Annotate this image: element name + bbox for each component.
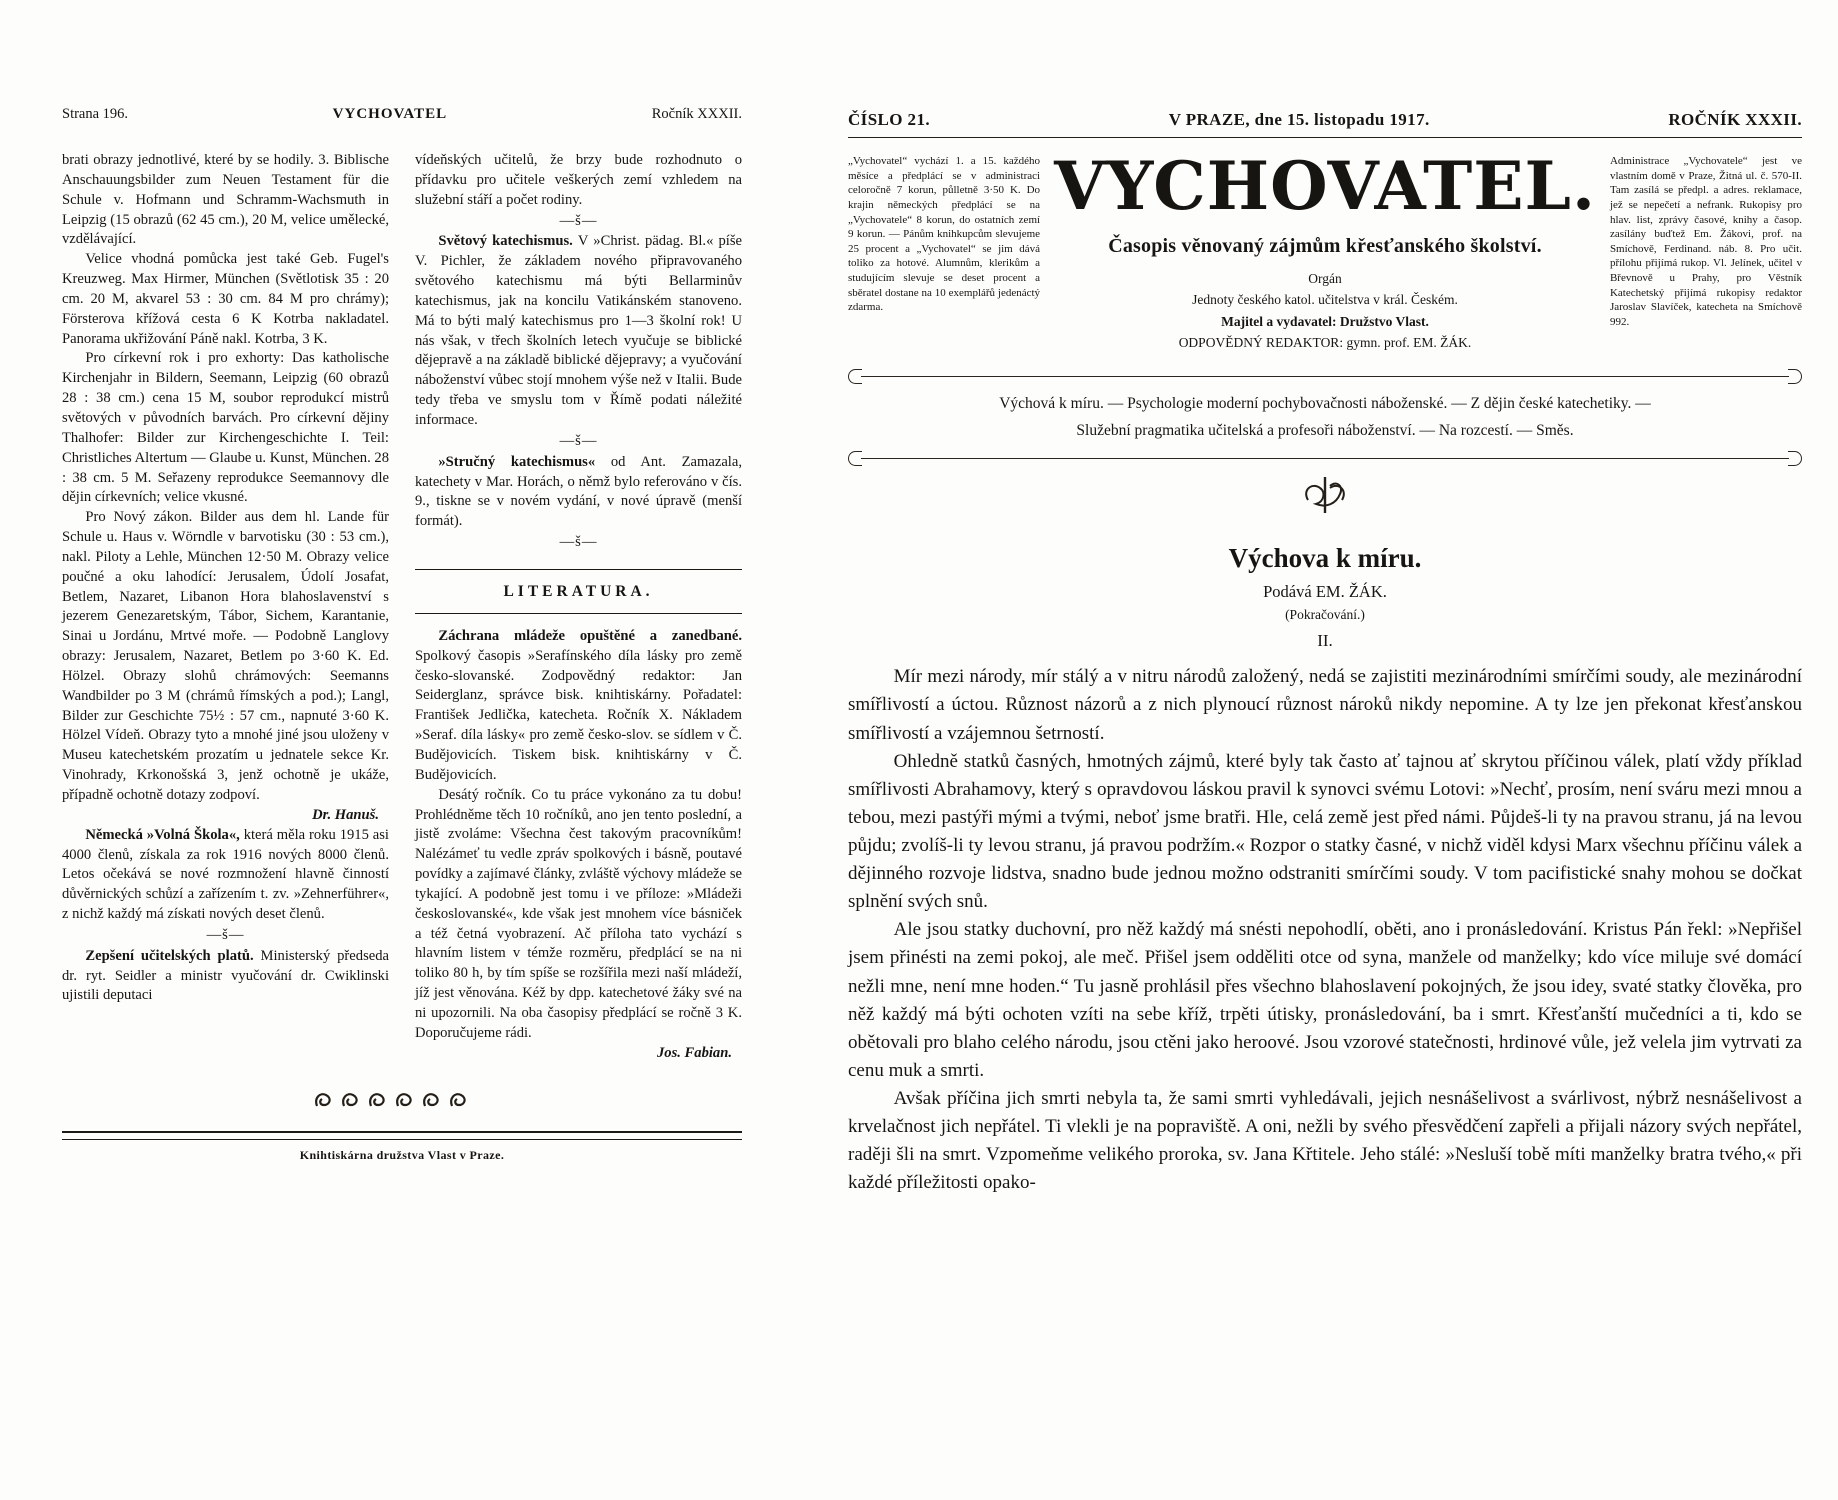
signature: Jos. Fabian. [656,1044,732,1061]
paragraph-lead: Zepšení učitelských platů. [85,947,261,964]
text-columns [62,151,742,1064]
ornament-scrolls-icon [314,1090,490,1112]
section-heading: LITERATURA. [415,569,742,614]
right-page [848,110,1802,1197]
paragraph: Pro Nový zákon. Bilder aus dem hl. Lande für Schule u. Haus v. Wörndle v barvotisku (30 : 53 cm.), nakl. Piloty a Lehle, München 12·50 M. Obrazy velice poučné a oku lahodící: Jerusalem, Údolí Josafat, Betlem, Nazaret, Libanon Hora blahoslavenství s jezerem Genezaretským, Tábor, Sichem, Karantanie, Sinai u Jordánu, Mrtvé moře. — Podobně Langlovy obrazy: Jerusalem, Nazaret, Betlem po 3·60 K. Ed. Hölzel. Obrazy slohů chrámových: Seemanns Wandbilder po 3 M (chrámů římských a pod.); Langl, Bilder zur Geschichte 75½ : 57 cm., napnuté 3·60 K. Hölzel Vídeň. Obrazy tyto a mnohé jiné jsou uloženy v Museu katechetském prozatím u jednatele sekce Kr. Vinohrady, Krkonošská 3, jenž ochotně je ukáže, případně ochotně dotazy zodpoví. [62,509,389,803]
separator: —š— [206,926,245,943]
article-body [848,663,1802,1197]
organ-line: Orgán [1308,270,1342,286]
contents-line: Služební pragmatika učitelská a profesoři náboženství. — Na rozcestí. — Směs. [1076,422,1574,440]
paragraph: Světový katechismus. V »Christ. pädag. Bl.« píše V. Pichler, že základem nového připravovaného světového katechismu má býti Bellarminův katechismus, jak na koncilu Vatikánském stanoveno. Má to býti malý katechismus pro 1—3 školní rok! U nás však, v třech školních letech vyučuje se biblické dějepravě a na základě biblické dějepravy; a vyučování náboženství vůbec stojí mnohem výše než v Italii. Bude tedy třeba ve smyslu tom v Římě podati náležité informace. [415,233,742,428]
separator: —š— [559,212,598,229]
rule-curl-right-icon [1788,451,1802,466]
fleuron-ornament [848,474,1802,521]
paragraph-lead: Německá »Volná Škola«, [85,826,244,843]
imprint: Knihtiskárna družstva Vlast v Praze. [299,1147,505,1162]
paragraph: Velice vhodná pomůcka jest také Geb. Fugel's Kreuzweg. Max Hirmer, München (Světlotisk 35 : 20 cm. 20 M, akvarel 53 : 30 cm. 84 M pro chrámy); Försterova křížová cesta 6 K Kotrba nakladatel. Panorama ukřižování Páně nakl. Kotrba, 3 K. [62,251,389,347]
contents-line: Výchová k míru. — Psychologie moderní pochybovačnosti náboženské. — Z dějin české katechetiky. — [999,395,1651,413]
issue-label: ČÍSLO 21. [848,110,931,129]
separator: —š— [559,432,598,449]
journal-title: VYCHOVATEL. [1054,147,1596,225]
separator: —š— [559,534,598,551]
header-rule [848,137,1802,138]
page-number-label: Strana 196. [62,106,129,122]
paragraph-lead: »Stručný katechismus« [438,453,611,470]
article-title: Výchova k míru. [1228,543,1422,574]
decorative-rule-bottom [848,450,1802,466]
double-rule [62,1131,742,1140]
paragraph: vídeňských učitelů, že brzy bude rozhodnuto o přídavku pro učitele veškerých zemí vzhledem na služební stáří a počet rodiny. [415,152,742,208]
paragraph: Pro církevní rok i pro exhorty: Das katholische Kirchenjahr in Bildern, Seemann, Leipzig (60 obrazů 28 : 38 cm.) cena 15 M, soubor reprodukcí mistrů světových v původních barvách. Pro církevní dějiny Thalhofer: Bilder zur Kirchengeschichte I. Teil: Christliches Altertum — Glaube u. Kunst, München. 28 : 38 cm. 5 M. Seřazeny reprodukce Seemannovy dle dějin církevních; velice vkusné. [62,350,389,506]
volume-label: ROČNÍK XXXII. [1668,110,1802,129]
administration-info: Administrace „Vychovatele“ jest ve vlastním domě v Praze, Žitná ul. č. 570-II. Tam zasílá se předpl. a adres. reklamace, jež se nepečetí a nefrank. Rukopisy pro hlav. list, zprávy časové, knihy a časop. zasílány buďtež Em. Žákovi, prof. na Smíchově, Ferdinand. náb. 8. Pro učit. přílohu přijímá rukop. Vl. Jelínek, učitel v Břevnově u Prahy, pro Věstník Katechetský přijímá rukopisy redaktor Jaroslav Slavíček, katecheta na Smíchově 992. [1609,155,1802,328]
organ-line: Jednoty českého katol. učitelstva v král. Českém. [1192,292,1458,308]
paragraph-lead: Záchrana mládeže opuštěné a zanedbané. [438,627,742,644]
masthead-center [1054,147,1596,354]
column-2 [415,151,742,1064]
date-label: V PRAZE, dne 15. listopadu 1917. [1168,110,1430,129]
volume-label: Ročník XXXII. [651,106,742,122]
paragraph: Desátý ročník. Co tu práce vykonáno za tu dobu! Prohlédněme těch 10 ročníků, ano jen tento poslední, a jistě zvoláme: Všechna čest takovým pracovníkům! Nalézámeť tu vedle zpráv spolkových i básně, poutavé povídky a zajímavé články, zvláště výchovy mládeže se tykající. A podobně jest tomu i ve příloze: »Mládeži českoslovanské«, kde však jest mnohem více básniček a též četná vyobrazení. Ač příloha tato vychází s hlavním listem v témže rozměru, předplácí se na ni toliko 80 h, by tím spíše se rozšířila mezi naší mládeží, jíž jest věnována. Kéž by dpp. katechetové žáky své na ni upozornili. Na oba časopisy předplácí se ročně 3 K. Doporučujeme rádi. [415,786,742,1041]
article-continuation: (Pokračování.) [1285,607,1365,623]
paragraph: »Stručný katechismus« od Ant. Zamazala, katechety v Mar. Horách, o němž bylo referováno v čís. 9., tiskne se v novém vydání, v nové úpravě (menší formát). [415,453,742,530]
ornament-row [62,1090,742,1117]
signature: Dr. Hanuš. [312,806,379,823]
subscription-info: „Vychovatel“ vychází 1. a 15. každého měsíce a předplácí se v administraci celoročně 7 korun, půlletně 3·50 K. Do krajin německých předplácí se na „Vychovatele“ 8 korun, do ostatních zemí 9 korun. — Pánům knihkupcům slevujeme 25 procent a „Vychovatel“ se jim dává toliko za hotové. Alumnům, klerikům a studujícím slevuje se deset procent a sběratel dostane na 10 exemplářů jedenáctý zdarma. [848,155,1041,314]
paragraph: Ale jsou statky duchovní, pro něž každý má snésti nepohodlí, oběti, ano i pronásledování. Kristus Pán řekl: »Nepřišel jsem přinésti na zemi pokoj, ale meč. Přišel jsem odděliti otce od syna, manžele od manželky; kdo více miluje své domácí nežli mne, není mne hoden.“ Tu jasně prohlásil přes všechno blahoslavení pokojných, že jsou idey, svaté statky člověka, pro něž každý má býti ochoten vzíti na sebe kříž, trpěti útisky, pronásledování, ba i smrt. Křesťanští mučedníci a ti, kdo se obětovali pro blaho celého národu, jsou ctěni jako heroové. Jsou vzorové statečnosti, hrdinové vůle, jež velela jim vytrvati za cenu muk a smrti. [848,919,1802,1081]
column-1 [62,151,389,1064]
rule-curl-right-icon [1788,369,1802,384]
organ-block [1054,268,1596,354]
paragraph-lead: Světový katechismus. [438,233,578,250]
publisher-line: Majitel a vydavatel: Družstvo Vlast. [1221,313,1429,329]
right-page-header [848,110,1802,130]
paragraph: Avšak příčina jich smrti nebyla ta, že sami smrti vyhledávali, jejich nesnášelivost a svárlivost, nýbrž nesnášelivost a krvelačnost jich nepřátel. Ti vlekli je na popraviště. A oni, nežli by svého přesvědčení zapřeli a přijali názory svých nepřátel, raději šli na smrt. Vzpomeňme velikého proroka, sv. Jana Křtitele. Jeho stálé: »Nesluší tobě míti manželky bratra tvého,« při každé příležitosti opako- [848,1087,1802,1194]
paragraph: brati obrazy jednotlivé, které by se hodily. 3. Biblische Anschauungsbilder zum Neuen Testament für die Schule v. Hofmann und Schramm-Wachsmuth in Leipzig (15 obrazů (62 45 cm.), 20 M, velice umělecké, vzdělávající. [62,152,389,248]
decorative-rule-top [848,368,1802,384]
left-page-header [62,106,742,123]
article-section-number: II. [1317,631,1333,651]
rule-curl-left-icon [848,369,862,384]
paragraph: Zepšení učitelských platů. Ministerský předseda dr. ryt. Seidler a ministr vyučování dr. Cwiklinski ujistili deputaci [62,947,389,1004]
journal-subtitle: Časopis věnovaný zájmům křesťanského školství. [1108,234,1542,257]
paragraph: Mír mezi národy, mír stálý a v nitru národů založený, nedá se zajistiti mezinárodními smírčími soudy, ale mezinárodní smířlivostí a úctou. Různost názorů a z nich plynoucí různost nároků nikdy nepomine. A ty lze jen překonat křesťanskou smířlivostí a vzájemnou šetrností. [848,666,1802,744]
rule-curl-left-icon [848,451,862,466]
left-page [62,106,742,1163]
paragraph: Záchrana mládeže opuštěné a zanedbané. Spolkový časopis »Serafínského díla lásky pro země česko-slovanské. Zodpovědný redaktor: Jan Seiderglanz, správce bisk. knihtiskárny. Pořadatel: František Jedlička, katecheta. Ročník X. Nákladem »Seraf. díla lásky« pro země česko-slov. se sídlem v Č. Budějovicích. Tiskem bisk. knihtiskárny v Č. Budějovicích. [415,627,742,783]
running-title: VYCHOVATEL [332,106,448,122]
masthead [848,147,1802,354]
editor-line: ODPOVĚDNÝ REDAKTOR: gymn. prof. EM. ŽÁK. [1178,335,1472,351]
fleuron-icon [1296,474,1354,516]
article-byline: Podává EM. ŽÁK. [1263,582,1387,602]
paragraph: Německá »Volná Škola«, která měla roku 1915 asi 4000 členů, získala za rok 1916 nových 8000 členů. Letos očekává se nové rozmnožení hlavně činností důvěrnických schůzí a zařízením t. zv. »Zehnerführer«, z nichž každý má získati nových deset členů. [62,826,389,923]
lead-article [848,543,1802,1197]
issue-contents [848,388,1802,446]
paragraph: Ohledně statků časných, hmotných zájmů, které byly tak často ať tajnou ať skrytou příčinou válek, platí vždy příklad smířlivosti Abrahamovy, který s opravdovou láskou pravil k synovci svému Lotovi: »Nechť, prosím, není sváru mezi mnou a tebou, mezi pastýři mými a tvými, neboť jsme bratři. Hle, celá země jest před námi. Půjdeš-li ty na pravou stranu, já na levou půjdu; zvolíš-li ty levou stranu, já pravou podržím.« Rozpor o statky časné, v nichž viděl kdysi Marx všechnu příčinu válek a dějinného rozvoje lidstva, snadno bude jednou možno odstraniti smírčími soudy. V tom pacifistické snahy mohou se dočkat splnění svých snů. [848,750,1802,913]
